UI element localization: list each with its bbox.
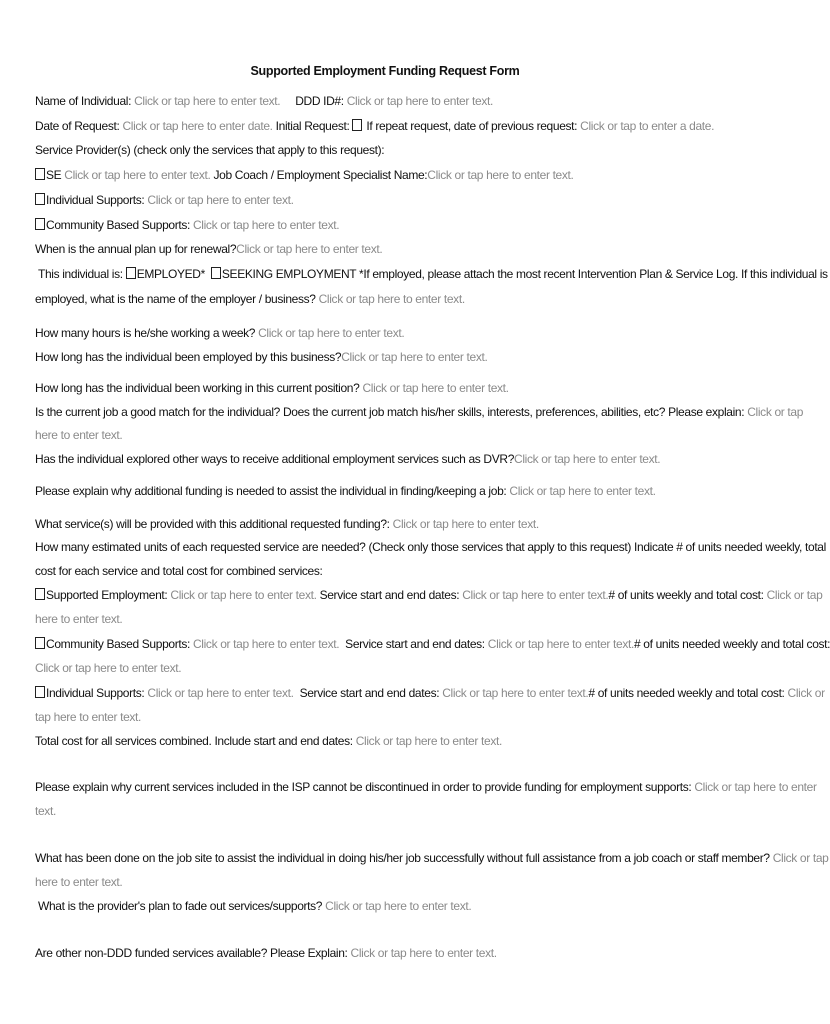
supported-employment-checkbox[interactable] <box>35 588 45 600</box>
individual-supports-label: Individual Supports: <box>46 193 145 207</box>
previous-date-input[interactable]: Click or tap to enter a date. <box>580 119 715 133</box>
annual-plan-input[interactable]: Click or tap here to enter text. <box>236 242 383 256</box>
non-ddd-input[interactable]: Click or tap here to enter text. <box>350 946 497 960</box>
units-label-1: How many estimated units of each requested service are needed? (Check only those services that apply to this request) Indicate # of units needed weekly, total <box>35 540 826 554</box>
se-input[interactable]: Click or tap here to enter text. <box>64 168 211 182</box>
se-label: SE <box>46 168 62 182</box>
individual-is-label: This individual is: <box>37 267 123 281</box>
community-units-input[interactable]: Click or tap here to enter text. <box>192 637 340 651</box>
employer-label: employed, what is the name of the employer / business? <box>35 292 316 306</box>
isp-input-b[interactable]: text. <box>35 804 56 818</box>
individual-units-row-cont <box>35 705 735 729</box>
ddd-id-label: DDD ID#: <box>295 94 344 108</box>
job-site-input-b[interactable]: here to enter text. <box>35 875 123 889</box>
se-start-end-label: Service start and end dates: <box>319 588 460 602</box>
good-match-input-b[interactable]: here to enter text. <box>35 428 123 442</box>
supported-employment-row-cont <box>35 607 735 631</box>
job-site-input-a[interactable]: Click or tap <box>772 851 829 865</box>
non-ddd-row <box>35 941 735 965</box>
se-start-end-input[interactable]: Click or tap here to enter text. <box>462 588 609 602</box>
supported-employment-input[interactable]: Click or tap here to enter text. <box>170 588 317 602</box>
dvr-input[interactable]: Click or tap here to enter text. <box>514 452 661 466</box>
units-row-cont <box>35 559 735 583</box>
good-match-label: Is the current job a good match for the individual? Does the current job match his/her skills, interests, preferences, abilities, etc? Please explain: <box>35 405 745 419</box>
job-site-label: What has been done on the job site to assist the individual in doing his/her job successfully without full assistance from a job coach or staff member? <box>35 851 770 865</box>
community-units-row <box>35 632 830 656</box>
position-duration-label: How long has the individual been working in this current position? <box>35 381 360 395</box>
se-units-input-b[interactable]: here to enter text. <box>35 612 123 626</box>
why-funding-input[interactable]: Click or tap here to enter text. <box>509 484 656 498</box>
dvr-row <box>35 447 735 471</box>
individual-supports-row <box>35 188 735 212</box>
hours-label: How many hours is he/she working a week? <box>35 326 256 340</box>
annual-plan-row <box>35 237 735 261</box>
individual-start-end-input[interactable]: Click or tap here to enter text. <box>442 686 589 700</box>
services-provided-row <box>35 512 735 536</box>
employed-label: EMPLOYED* <box>136 267 205 281</box>
ddd-id-input[interactable]: Click or tap here to enter text. <box>346 94 493 108</box>
good-match-row-cont <box>35 423 735 447</box>
business-duration-input[interactable]: Click or tap here to enter text. <box>341 350 488 364</box>
community-supports-label: Community Based Supports: <box>46 218 190 232</box>
individual-units-label: Individual Supports: <box>46 686 145 700</box>
date-request-input[interactable]: Click or tap here to enter date. <box>122 119 273 133</box>
supported-employment-row <box>35 583 823 607</box>
individual-units-total-input-b[interactable]: tap here to enter text. <box>35 710 142 724</box>
community-units-label: Community Based Supports: <box>46 637 190 651</box>
community-start-end-label: Service start and end dates: <box>345 637 485 651</box>
employer-row <box>35 287 735 311</box>
individual-units-total-label: # of units needed weekly and total cost: <box>588 686 785 700</box>
total-cost-row <box>35 729 735 753</box>
community-start-end-input[interactable]: Click or tap here to enter text. <box>487 637 634 651</box>
isp-row-cont <box>35 799 735 823</box>
good-match-row <box>35 400 804 424</box>
individual-units-total-input-a[interactable]: Click or <box>787 686 825 700</box>
job-coach-label: Job Coach / Employment Specialist Name: <box>213 168 428 182</box>
repeat-request-label: If repeat request, date of previous request: <box>366 119 578 133</box>
service-provider-row <box>35 138 735 162</box>
date-request-label: Date of Request: <box>35 119 120 133</box>
job-coach-input[interactable]: Click or tap here to enter text. <box>427 168 574 182</box>
community-units-total-label: # of units needed weekly and total cost: <box>634 637 830 651</box>
initial-request-checkbox[interactable] <box>352 119 362 131</box>
se-row <box>35 163 735 187</box>
individual-start-end-label: Service start and end dates: <box>299 686 440 700</box>
community-units-row-cont <box>35 656 735 680</box>
services-provided-input[interactable]: Click or tap here to enter text. <box>392 517 539 531</box>
name-row <box>35 89 735 113</box>
job-site-row <box>35 846 829 870</box>
units-row <box>35 535 826 559</box>
fade-row <box>35 894 735 918</box>
community-supports-checkbox[interactable] <box>35 218 45 230</box>
initial-request-label: Initial Request: <box>275 119 350 133</box>
position-duration-input[interactable]: Click or tap here to enter text. <box>362 381 509 395</box>
individual-supports-checkbox[interactable] <box>35 193 45 205</box>
date-row <box>35 114 735 138</box>
isp-input-a[interactable]: Click or tap here to enter <box>694 780 817 794</box>
individual-supports-input[interactable]: Click or tap here to enter text. <box>147 193 294 207</box>
business-duration-label: How long has the individual been employed by this business? <box>35 350 342 364</box>
name-label: Name of Individual: <box>35 94 132 108</box>
why-funding-row <box>35 479 735 503</box>
individual-units-row <box>35 681 825 705</box>
se-checkbox[interactable] <box>35 168 45 180</box>
se-units-label: # of units weekly and total cost: <box>608 588 764 602</box>
individual-units-input[interactable]: Click or tap here to enter text. <box>147 686 294 700</box>
employer-input[interactable]: Click or tap here to enter text. <box>318 292 465 306</box>
supported-employment-label: Supported Employment: <box>46 588 168 602</box>
community-supports-row <box>35 213 735 237</box>
position-duration-row <box>35 376 735 400</box>
community-units-total-input[interactable]: Click or tap here to enter text. <box>35 661 182 675</box>
seeking-checkbox[interactable] <box>211 267 221 279</box>
fade-input[interactable]: Click or tap here to enter text. <box>325 899 472 913</box>
seeking-label: SEEKING EMPLOYMENT *If employed, please attach the most recent Intervention Plan & Service Log. If this individual is <box>221 267 828 281</box>
community-units-checkbox[interactable] <box>35 637 45 649</box>
individual-units-checkbox[interactable] <box>35 686 45 698</box>
fade-label: What is the provider's plan to fade out services/supports? <box>37 899 323 913</box>
name-input[interactable]: Click or tap here to enter text. <box>134 94 281 108</box>
why-funding-label: Please explain why additional funding is needed to assist the individual in finding/keeping a job: <box>35 484 507 498</box>
hours-row <box>35 321 735 345</box>
dvr-label: Has the individual explored other ways to receive additional employment services such as DVR? <box>35 452 515 466</box>
annual-plan-label: When is the annual plan up for renewal? <box>35 242 237 256</box>
community-supports-input[interactable]: Click or tap here to enter text. <box>192 218 340 232</box>
services-provided-label: What service(s) will be provided with this additional requested funding?: <box>35 517 390 531</box>
total-cost-input[interactable]: Click or tap here to enter text. <box>355 734 502 748</box>
total-cost-label: Total cost for all services combined. Include start and end dates: <box>35 734 353 748</box>
hours-input[interactable]: Click or tap here to enter text. <box>258 326 405 340</box>
form-title: Supported Employment Funding Request Form <box>250 64 520 78</box>
business-duration-row <box>35 345 735 369</box>
good-match-input-a[interactable]: Click or tap <box>747 405 804 419</box>
individual-status-row <box>35 262 828 286</box>
non-ddd-label: Are other non-DDD funded services available? Please Explain: <box>35 946 348 960</box>
service-provider-label: Service Provider(s) (check only the services that apply to this request): <box>35 143 385 157</box>
se-units-input-a[interactable]: Click or tap <box>766 588 823 602</box>
employed-checkbox[interactable] <box>126 267 136 279</box>
isp-row <box>35 775 817 799</box>
units-label-2: cost for each service and total cost for combined services: <box>35 564 323 578</box>
isp-label: Please explain why current services included in the ISP cannot be discontinued in order to provide funding for employment supports: <box>35 780 692 794</box>
job-site-row-cont <box>35 870 735 894</box>
